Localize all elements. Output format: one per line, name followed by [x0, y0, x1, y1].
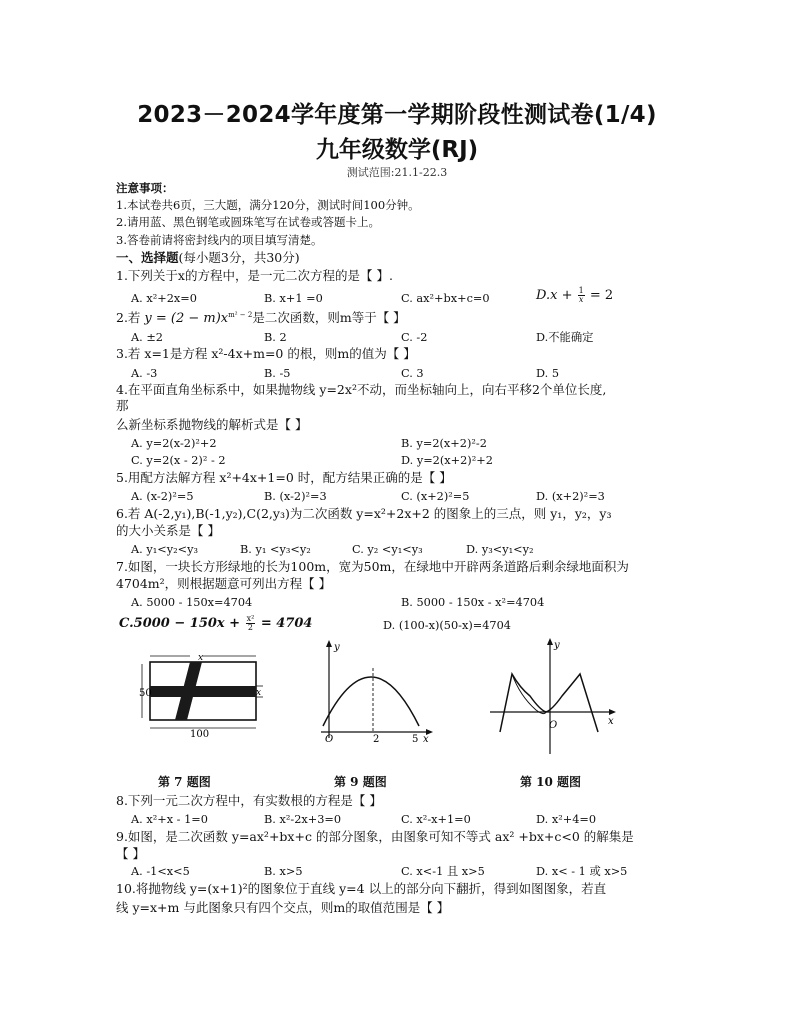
- note-item-2: 2.请用蓝、黑色钢笔或圆珠笔写在试卷或答题卡上。: [116, 215, 380, 229]
- q5-option-a: A. (x-2)²=5: [131, 490, 194, 503]
- q2-tail: 是二次函数，则m等于【 】: [252, 310, 406, 325]
- test-scope: 测试范围:21.1-22.3: [346, 166, 448, 179]
- q5-stem: 5.用配方法解方程 x²+4x+1=0 时，配方结果正确的是【 】: [116, 470, 452, 485]
- q1-option-c: C. ax²+bx+c=0: [401, 292, 490, 305]
- q8-option-c: C. x²-x+1=0: [401, 813, 471, 826]
- q1-option-d: [536, 286, 613, 306]
- fig7-label-x-top: x: [198, 653, 204, 663]
- fig7-label-50: 50: [139, 688, 152, 699]
- figure-10: [486, 636, 621, 758]
- fig9-label-y: y: [334, 642, 340, 653]
- q10-line-2: 线 y=x+m 与此图象只有四个交点，则m的取值范围是【 】: [116, 900, 450, 915]
- q1-d-label: D.: [536, 288, 551, 303]
- q9-line-1: 9.如图，是二次函数 y=ax²+bx+c 的部分图象，由图象可知不等式 ax² +bx+c<0 的解集是: [116, 829, 634, 844]
- q2-option-d: D.不能确定: [536, 331, 594, 344]
- section-heading: [116, 250, 300, 265]
- q4-option-b: B. y=2(x+2)²-2: [401, 437, 487, 450]
- q1-d-den: x: [578, 295, 584, 304]
- q8-option-b: B. x²-2x+3=0: [264, 813, 342, 826]
- fig10-label-y: y: [554, 640, 560, 651]
- q3-option-c: C. 3: [401, 367, 424, 380]
- fig9-label-o: O: [325, 734, 334, 745]
- q4-line-2: 那: [116, 398, 129, 413]
- q8-option-a: A. x²+x - 1=0: [131, 813, 208, 826]
- q5-option-c: C. (x+2)²=5: [401, 490, 470, 503]
- q5-option-b: B. (x-2)²=3: [264, 490, 327, 503]
- figure-7-caption: 第 7 题图: [158, 775, 211, 789]
- figure-10-caption: 第 10 题图: [520, 775, 582, 789]
- section-heading-bold: 一、选择题: [116, 250, 179, 265]
- q2-func: y = (2 − m)x: [144, 311, 229, 326]
- q4-option-a: A. y=2(x-2)²+2: [131, 437, 217, 450]
- q1-d-eq: = 2: [585, 288, 614, 303]
- q9-option-d: D. x< - 1 或 x>5: [536, 865, 628, 878]
- fig7-horizontal-road: [150, 686, 256, 697]
- q6-option-b: B. y₁ <y₃<y₂: [240, 543, 311, 556]
- fig10-label-o: O: [549, 720, 558, 731]
- q4-line-3: 么新坐标系抛物线的解析式是【 】: [116, 417, 308, 432]
- q3-stem: 3.若 x=1是方程 x²-4x+m=0 的根，则m的值为【 】: [116, 346, 416, 361]
- q1-d-num: 1: [578, 286, 584, 295]
- figure-9: [315, 638, 435, 746]
- notes-heading: 注意事项：: [116, 181, 174, 195]
- q3-option-a: A. -3: [131, 367, 158, 380]
- q2-option-b: B. 2: [264, 331, 287, 344]
- q7-line-1: 7.如图，一块长方形绿地的长为100m，宽为50m，在绿地中开辟两条道路后剩余绿地面积为: [116, 559, 629, 574]
- q2-option-a: A. ±2: [131, 331, 163, 344]
- q10-line-1: 10.将抛物线 y=(x+1)²的图象位于直线 y=4 以上的部分向下翻折，得到如图图象，若直: [116, 881, 607, 896]
- q2-option-c: C. -2: [401, 331, 428, 344]
- q3-option-d: D. 5: [536, 367, 560, 380]
- q6-option-d: D. y₃<y₁<y₂: [466, 543, 534, 556]
- q7-c-den: 2: [247, 623, 254, 632]
- note-item-1: 1.本试卷共6页，三大题，满分120分，测试时间100分钟。: [116, 198, 420, 212]
- q1-d-x: x: [550, 288, 558, 303]
- fig9-y-arrow: [326, 640, 332, 647]
- fig10-left-lobe: [512, 674, 546, 714]
- section-heading-rest: (每小题3分，共30分): [178, 250, 300, 265]
- q9-option-a: A. -1<x<5: [131, 865, 190, 878]
- fig9-parabola: [323, 677, 419, 726]
- q1-option-b: B. x+1 =0: [264, 292, 323, 305]
- exam-title: 2023－2024学年度第一学期阶段性测试卷(1/4): [137, 102, 657, 128]
- q1-d-plus: +: [557, 288, 577, 303]
- q7-line-2: 4704m²，则根据题意可列出方程【 】: [116, 576, 332, 591]
- exam-subtitle: 九年级数学(RJ): [315, 137, 479, 163]
- q7-c-tail: = 4704: [256, 616, 313, 631]
- fig10-label-x: x: [608, 716, 614, 727]
- q9-option-b: B. x>5: [264, 865, 303, 878]
- q5-option-d: D. (x+2)²=3: [536, 490, 605, 503]
- fig10-y-arrow: [547, 638, 553, 645]
- q3-option-b: B. -5: [264, 367, 291, 380]
- figure-9-caption: 第 9 题图: [334, 775, 387, 789]
- q2-stem: [116, 310, 406, 326]
- q9-line-2: 【 】: [116, 846, 145, 861]
- q6-line-1: 6.若 A(-2,y₁),B(-1,y₂),C(2,y₃)为二次函数 y=x²+2x+2 的图象上的三点，则 y₁，y₂，y₃: [116, 506, 612, 521]
- q7-option-c: [119, 613, 312, 635]
- q1-option-a: A. x²+2x=0: [131, 292, 197, 305]
- q4-option-c: C. y=2(x - 2)² - 2: [131, 454, 226, 467]
- q9-option-c: C. x<-1 且 x>5: [401, 865, 485, 878]
- q8-option-d: D. x²+4=0: [536, 813, 597, 826]
- q7-option-b: B. 5000 - 150x - x²=4704: [401, 596, 545, 609]
- figure-7: [130, 650, 265, 745]
- q6-option-a: A. y₁<y₂<y₃: [131, 543, 199, 556]
- q6-option-c: C. y₂ <y₁<y₃: [352, 543, 423, 556]
- fig10-x-arrow: [609, 709, 616, 715]
- fig9-label-2: 2: [373, 734, 380, 745]
- fig9-label-5: 5: [412, 734, 419, 745]
- q2-lead: 2.若: [116, 310, 145, 325]
- q1-stem: 1.下列关于x的方程中，是一元二次方程的是【 】.: [116, 268, 393, 283]
- fig9-label-x: x: [423, 734, 429, 745]
- q4-line-1: 4.在平面直角坐标系中，如果抛物线 y=2x²不动，而坐标轴向上，向右平移2个单位长度,: [116, 382, 607, 397]
- note-item-3: 3.答卷前请将密封线内的项目填写清楚。: [116, 233, 323, 247]
- q7-option-d: D. (100-x)(50-x)=4704: [383, 619, 511, 632]
- q8-stem: 8.下列一元二次方程中，有实数根的方程是【 】: [116, 793, 382, 808]
- q7-option-a: A. 5000 - 150x=4704: [131, 596, 253, 609]
- q7-c-lead: C.5000 − 150x +: [119, 616, 245, 631]
- q6-line-2: 的大小关系是【 】: [116, 523, 220, 538]
- q7-c-num: x²: [246, 614, 255, 623]
- q4-option-d: D. y=2(x+2)²+2: [401, 454, 493, 467]
- fig7-label-100: 100: [190, 729, 210, 740]
- fig7-label-x-side: x: [256, 688, 262, 698]
- q2-exp: m² − 2: [228, 311, 253, 319]
